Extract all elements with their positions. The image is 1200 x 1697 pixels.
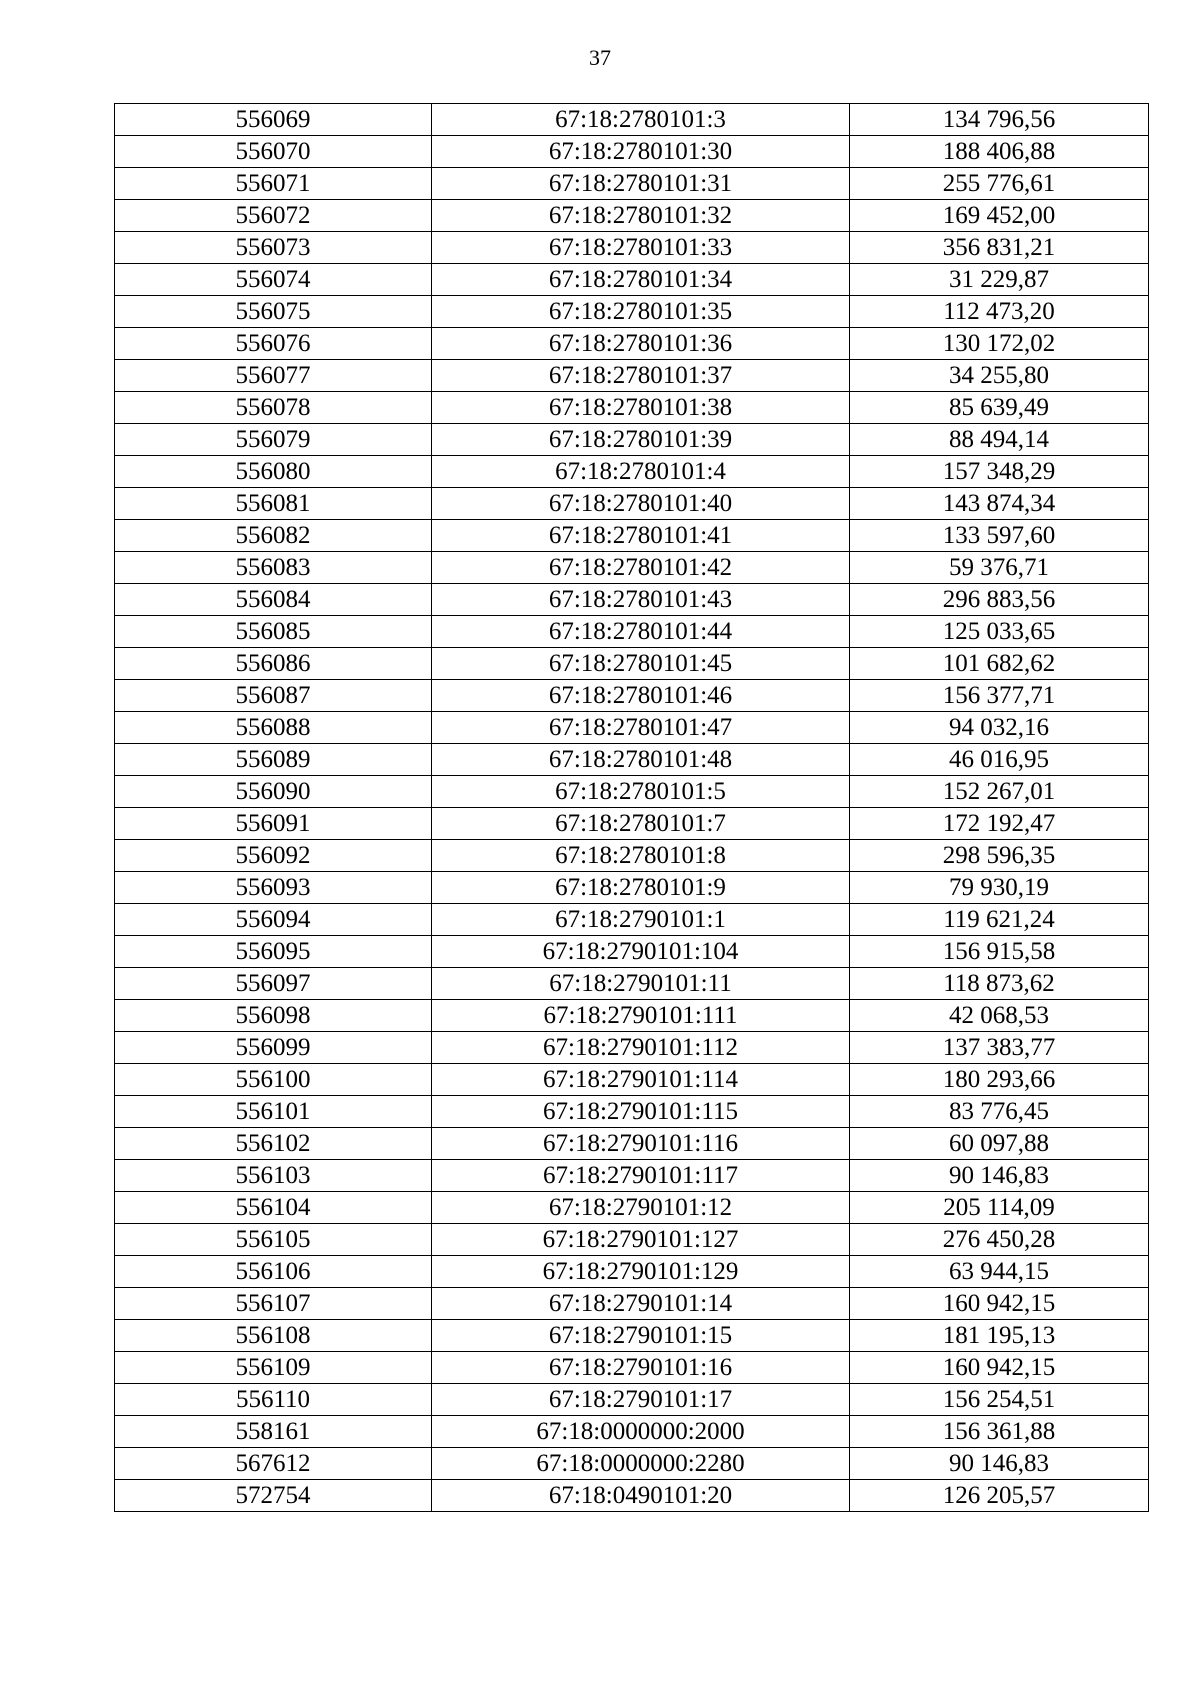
record-id-cell: 556087 bbox=[115, 680, 432, 712]
record-id-cell: 556075 bbox=[115, 296, 432, 328]
cadastral-number-cell: 67:18:2780101:8 bbox=[432, 840, 850, 872]
cadastral-number-cell: 67:18:2780101:35 bbox=[432, 296, 850, 328]
table-row bbox=[115, 872, 1149, 904]
record-id-cell: 556103 bbox=[115, 1160, 432, 1192]
record-id-cell: 556090 bbox=[115, 776, 432, 808]
table-row bbox=[115, 1000, 1149, 1032]
cadastral-number-cell: 67:18:2780101:5 bbox=[432, 776, 850, 808]
value-cell: 130 172,02 bbox=[850, 328, 1149, 360]
record-id-cell: 556085 bbox=[115, 616, 432, 648]
table-row bbox=[115, 680, 1149, 712]
value-cell: 156 254,51 bbox=[850, 1384, 1149, 1416]
table-row bbox=[115, 456, 1149, 488]
record-id-cell: 556105 bbox=[115, 1224, 432, 1256]
table-row bbox=[115, 1320, 1149, 1352]
table-row bbox=[115, 648, 1149, 680]
cadastral-number-cell: 67:18:2790101:104 bbox=[432, 936, 850, 968]
cadastral-number-cell: 67:18:2790101:127 bbox=[432, 1224, 850, 1256]
record-id-cell: 556070 bbox=[115, 136, 432, 168]
cadastral-number-cell: 67:18:2780101:7 bbox=[432, 808, 850, 840]
value-cell: 160 942,15 bbox=[850, 1352, 1149, 1384]
value-cell: 31 229,87 bbox=[850, 264, 1149, 296]
table-row bbox=[115, 168, 1149, 200]
table-row bbox=[115, 424, 1149, 456]
table-row bbox=[115, 392, 1149, 424]
record-id-cell: 558161 bbox=[115, 1416, 432, 1448]
value-cell: 180 293,66 bbox=[850, 1064, 1149, 1096]
cadastral-number-cell: 67:18:0000000:2280 bbox=[432, 1448, 850, 1480]
record-id-cell: 572754 bbox=[115, 1480, 432, 1512]
record-id-cell: 556092 bbox=[115, 840, 432, 872]
record-id-cell: 556077 bbox=[115, 360, 432, 392]
value-cell: 88 494,14 bbox=[850, 424, 1149, 456]
cadastral-number-cell: 67:18:2790101:115 bbox=[432, 1096, 850, 1128]
cadastral-number-cell: 67:18:0000000:2000 bbox=[432, 1416, 850, 1448]
value-cell: 63 944,15 bbox=[850, 1256, 1149, 1288]
page-number: 37 bbox=[589, 45, 611, 70]
value-cell: 205 114,09 bbox=[850, 1192, 1149, 1224]
cadastral-number-cell: 67:18:2790101:114 bbox=[432, 1064, 850, 1096]
value-cell: 160 942,15 bbox=[850, 1288, 1149, 1320]
value-cell: 125 033,65 bbox=[850, 616, 1149, 648]
value-cell: 94 032,16 bbox=[850, 712, 1149, 744]
record-id-cell: 556098 bbox=[115, 1000, 432, 1032]
record-id-cell: 556094 bbox=[115, 904, 432, 936]
table-row bbox=[115, 1096, 1149, 1128]
value-cell: 83 776,45 bbox=[850, 1096, 1149, 1128]
value-cell: 59 376,71 bbox=[850, 552, 1149, 584]
cadastral-number-cell: 67:18:2780101:43 bbox=[432, 584, 850, 616]
value-cell: 42 068,53 bbox=[850, 1000, 1149, 1032]
record-id-cell: 556095 bbox=[115, 936, 432, 968]
cadastral-number-cell: 67:18:2780101:40 bbox=[432, 488, 850, 520]
table-row bbox=[115, 1416, 1149, 1448]
cadastral-number-cell: 67:18:2780101:31 bbox=[432, 168, 850, 200]
value-cell: 143 874,34 bbox=[850, 488, 1149, 520]
value-cell: 60 097,88 bbox=[850, 1128, 1149, 1160]
value-cell: 90 146,83 bbox=[850, 1160, 1149, 1192]
cadastral-number-cell: 67:18:2790101:129 bbox=[432, 1256, 850, 1288]
table-row bbox=[115, 1288, 1149, 1320]
cadastral-number-cell: 67:18:2780101:47 bbox=[432, 712, 850, 744]
record-id-cell: 556086 bbox=[115, 648, 432, 680]
value-cell: 101 682,62 bbox=[850, 648, 1149, 680]
record-id-cell: 556100 bbox=[115, 1064, 432, 1096]
value-cell: 156 915,58 bbox=[850, 936, 1149, 968]
value-cell: 172 192,47 bbox=[850, 808, 1149, 840]
table-row bbox=[115, 296, 1149, 328]
record-id-cell: 556084 bbox=[115, 584, 432, 616]
value-cell: 169 452,00 bbox=[850, 200, 1149, 232]
table-row bbox=[115, 104, 1149, 136]
record-id-cell: 556101 bbox=[115, 1096, 432, 1128]
record-id-cell: 556072 bbox=[115, 200, 432, 232]
record-id-cell: 556099 bbox=[115, 1032, 432, 1064]
value-cell: 90 146,83 bbox=[850, 1448, 1149, 1480]
record-id-cell: 556078 bbox=[115, 392, 432, 424]
table-row bbox=[115, 264, 1149, 296]
table-row bbox=[115, 1256, 1149, 1288]
table-row bbox=[115, 936, 1149, 968]
record-id-cell: 556106 bbox=[115, 1256, 432, 1288]
cadastral-number-cell: 67:18:2790101:17 bbox=[432, 1384, 850, 1416]
record-id-cell: 556091 bbox=[115, 808, 432, 840]
value-cell: 112 473,20 bbox=[850, 296, 1149, 328]
value-cell: 356 831,21 bbox=[850, 232, 1149, 264]
value-cell: 298 596,35 bbox=[850, 840, 1149, 872]
cadastral-number-cell: 67:18:2780101:39 bbox=[432, 424, 850, 456]
cadastral-number-cell: 67:18:2790101:12 bbox=[432, 1192, 850, 1224]
record-id-cell: 556102 bbox=[115, 1128, 432, 1160]
record-id-cell: 556104 bbox=[115, 1192, 432, 1224]
cadastral-number-cell: 67:18:2790101:117 bbox=[432, 1160, 850, 1192]
cadastral-number-cell: 67:18:2780101:45 bbox=[432, 648, 850, 680]
cadastral-number-cell: 67:18:2780101:9 bbox=[432, 872, 850, 904]
cadastral-number-cell: 67:18:2790101:1 bbox=[432, 904, 850, 936]
table-row bbox=[115, 1384, 1149, 1416]
cadastral-number-cell: 67:18:2780101:37 bbox=[432, 360, 850, 392]
value-cell: 79 930,19 bbox=[850, 872, 1149, 904]
table-row bbox=[115, 744, 1149, 776]
cadastral-number-cell: 67:18:2790101:111 bbox=[432, 1000, 850, 1032]
table-row bbox=[115, 968, 1149, 1000]
record-id-cell: 556108 bbox=[115, 1320, 432, 1352]
cadastral-number-cell: 67:18:2780101:46 bbox=[432, 680, 850, 712]
cadastral-number-cell: 67:18:2780101:33 bbox=[432, 232, 850, 264]
record-id-cell: 556109 bbox=[115, 1352, 432, 1384]
table-row bbox=[115, 1352, 1149, 1384]
table-row bbox=[115, 488, 1149, 520]
cadastral-number-cell: 67:18:2790101:14 bbox=[432, 1288, 850, 1320]
cadastral-number-cell: 67:18:2780101:34 bbox=[432, 264, 850, 296]
value-cell: 46 016,95 bbox=[850, 744, 1149, 776]
record-id-cell: 556082 bbox=[115, 520, 432, 552]
value-cell: 119 621,24 bbox=[850, 904, 1149, 936]
record-id-cell: 556089 bbox=[115, 744, 432, 776]
table-row bbox=[115, 712, 1149, 744]
table-row bbox=[115, 1128, 1149, 1160]
table-row bbox=[115, 808, 1149, 840]
table-row bbox=[115, 1160, 1149, 1192]
table-row bbox=[115, 328, 1149, 360]
table-row bbox=[115, 520, 1149, 552]
record-id-cell: 556107 bbox=[115, 1288, 432, 1320]
record-id-cell: 556073 bbox=[115, 232, 432, 264]
registry-table bbox=[114, 103, 1149, 1512]
record-id-cell: 556071 bbox=[115, 168, 432, 200]
registry-table-body bbox=[115, 104, 1149, 1512]
cadastral-number-cell: 67:18:2780101:32 bbox=[432, 200, 850, 232]
value-cell: 156 377,71 bbox=[850, 680, 1149, 712]
cadastral-number-cell: 67:18:2780101:44 bbox=[432, 616, 850, 648]
value-cell: 85 639,49 bbox=[850, 392, 1149, 424]
table-row bbox=[115, 840, 1149, 872]
table-row bbox=[115, 1224, 1149, 1256]
value-cell: 152 267,01 bbox=[850, 776, 1149, 808]
value-cell: 156 361,88 bbox=[850, 1416, 1149, 1448]
table-row bbox=[115, 1480, 1149, 1512]
cadastral-number-cell: 67:18:2780101:38 bbox=[432, 392, 850, 424]
value-cell: 296 883,56 bbox=[850, 584, 1149, 616]
cadastral-number-cell: 67:18:2790101:112 bbox=[432, 1032, 850, 1064]
value-cell: 255 776,61 bbox=[850, 168, 1149, 200]
table-row bbox=[115, 1064, 1149, 1096]
table-row bbox=[115, 200, 1149, 232]
cadastral-number-cell: 67:18:2780101:4 bbox=[432, 456, 850, 488]
table-row bbox=[115, 904, 1149, 936]
value-cell: 181 195,13 bbox=[850, 1320, 1149, 1352]
cadastral-number-cell: 67:18:2790101:11 bbox=[432, 968, 850, 1000]
record-id-cell: 556083 bbox=[115, 552, 432, 584]
record-id-cell: 556069 bbox=[115, 104, 432, 136]
cadastral-number-cell: 67:18:2780101:41 bbox=[432, 520, 850, 552]
value-cell: 34 255,80 bbox=[850, 360, 1149, 392]
cadastral-number-cell: 67:18:2780101:48 bbox=[432, 744, 850, 776]
table-row bbox=[115, 584, 1149, 616]
cadastral-number-cell: 67:18:2790101:16 bbox=[432, 1352, 850, 1384]
table-row bbox=[115, 552, 1149, 584]
value-cell: 137 383,77 bbox=[850, 1032, 1149, 1064]
record-id-cell: 556081 bbox=[115, 488, 432, 520]
record-id-cell: 556097 bbox=[115, 968, 432, 1000]
value-cell: 126 205,57 bbox=[850, 1480, 1149, 1512]
table-row bbox=[115, 1448, 1149, 1480]
table-row bbox=[115, 616, 1149, 648]
cadastral-number-cell: 67:18:2780101:42 bbox=[432, 552, 850, 584]
table-row bbox=[115, 776, 1149, 808]
value-cell: 118 873,62 bbox=[850, 968, 1149, 1000]
value-cell: 134 796,56 bbox=[850, 104, 1149, 136]
table-row bbox=[115, 360, 1149, 392]
value-cell: 188 406,88 bbox=[850, 136, 1149, 168]
record-id-cell: 567612 bbox=[115, 1448, 432, 1480]
value-cell: 276 450,28 bbox=[850, 1224, 1149, 1256]
value-cell: 157 348,29 bbox=[850, 456, 1149, 488]
cadastral-number-cell: 67:18:2780101:3 bbox=[432, 104, 850, 136]
record-id-cell: 556110 bbox=[115, 1384, 432, 1416]
record-id-cell: 556088 bbox=[115, 712, 432, 744]
record-id-cell: 556093 bbox=[115, 872, 432, 904]
table-row bbox=[115, 1032, 1149, 1064]
record-id-cell: 556079 bbox=[115, 424, 432, 456]
cadastral-number-cell: 67:18:2790101:15 bbox=[432, 1320, 850, 1352]
record-id-cell: 556080 bbox=[115, 456, 432, 488]
cadastral-number-cell: 67:18:2780101:30 bbox=[432, 136, 850, 168]
table-row bbox=[115, 232, 1149, 264]
table-row bbox=[115, 136, 1149, 168]
cadastral-number-cell: 67:18:0490101:20 bbox=[432, 1480, 850, 1512]
record-id-cell: 556076 bbox=[115, 328, 432, 360]
cadastral-number-cell: 67:18:2790101:116 bbox=[432, 1128, 850, 1160]
value-cell: 133 597,60 bbox=[850, 520, 1149, 552]
table-row bbox=[115, 1192, 1149, 1224]
cadastral-number-cell: 67:18:2780101:36 bbox=[432, 328, 850, 360]
record-id-cell: 556074 bbox=[115, 264, 432, 296]
